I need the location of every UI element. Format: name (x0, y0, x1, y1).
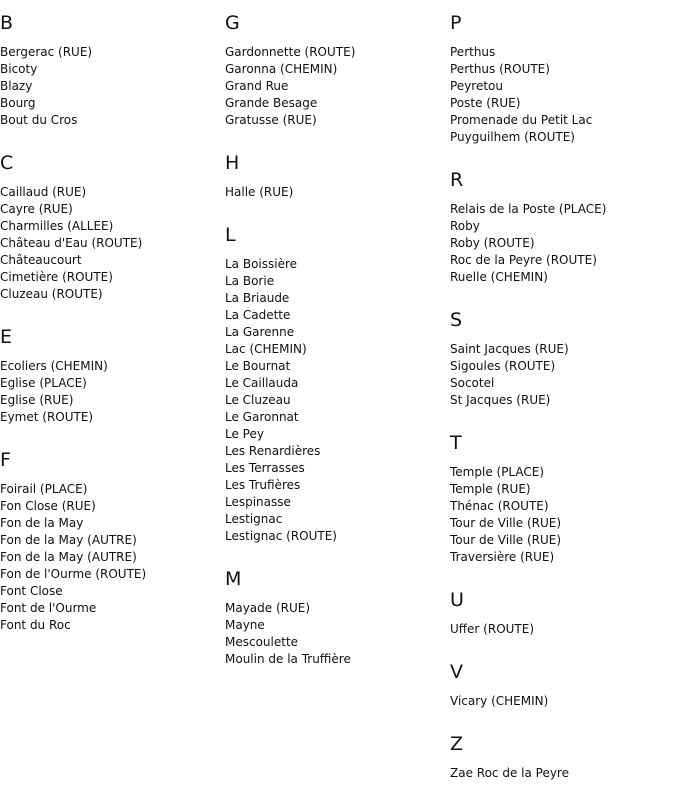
street-name: Le Cluzeau (225, 393, 291, 407)
street-name: La Garenne (225, 325, 295, 339)
street-name: Lestignac (ROUTE) (225, 529, 337, 543)
street-name: Le Caillauda (225, 376, 299, 390)
street-name: Bourg (0, 96, 36, 110)
letter-section (450, 734, 675, 782)
street-name: Traversière (RUE) (450, 550, 555, 564)
street-name: Garonna (CHEMIN) (225, 62, 338, 76)
street-name: Saint Jacques (RUE) (450, 342, 569, 356)
street-name: Les Renardières (225, 444, 321, 458)
section-letter-heading: H (225, 152, 240, 174)
letter-section (450, 170, 675, 286)
street-list (450, 44, 675, 146)
letter-section (225, 569, 450, 668)
street-name: La Borie (225, 274, 275, 288)
section-letter-heading: S (450, 309, 463, 331)
index-column (225, 0, 450, 668)
street-list (225, 600, 450, 668)
street-name: Zae Roc de la Peyre (450, 766, 569, 780)
section-letter-heading: B (0, 12, 14, 34)
street-name: Ecoliers (CHEMIN) (0, 359, 108, 373)
street-list (450, 341, 675, 409)
street-name: Le Garonnat (225, 410, 299, 424)
letter-section (0, 13, 225, 129)
street-list (450, 621, 675, 638)
letter-section (450, 13, 675, 146)
street-name: Tour de Ville (RUE) (450, 533, 562, 547)
street-name: Thénac (ROUTE) (450, 499, 549, 513)
street-name: Les Terrasses (225, 461, 305, 475)
street-list (0, 358, 225, 426)
street-name: La Cadette (225, 308, 291, 322)
street-name: Eglise (RUE) (0, 393, 74, 407)
street-name: Vicary (CHEMIN) (450, 694, 549, 708)
street-name: Sigoules (ROUTE) (450, 359, 556, 373)
street-list (225, 44, 450, 129)
street-name: Foirail (PLACE) (0, 482, 88, 496)
street-name: Socotel (450, 376, 495, 390)
section-letter-heading: U (450, 589, 464, 611)
street-list (450, 464, 675, 566)
street-name: Lac (CHEMIN) (225, 342, 307, 356)
street-name: Roc de la Peyre (ROUTE) (450, 253, 597, 267)
street-name: La Boissière (225, 257, 298, 271)
street-name: Grande Besage (225, 96, 318, 110)
street-name: Roby (450, 219, 480, 233)
street-name: Puyguilhem (ROUTE) (450, 130, 575, 144)
section-letter-heading: F (0, 449, 11, 471)
section-letter-heading: T (450, 432, 462, 454)
street-name: Peyretou (450, 79, 503, 93)
street-name: Fon de l'Ourme (ROUTE) (0, 567, 147, 581)
street-name: Tour de Ville (RUE) (450, 516, 562, 530)
street-name: Perthus (ROUTE) (450, 62, 550, 76)
letter-section (225, 225, 450, 545)
street-name: Font Close (0, 584, 63, 598)
section-letter-heading: Z (450, 733, 464, 755)
section-letter-heading: R (450, 169, 464, 191)
letter-section (450, 590, 675, 638)
street-name: Bout du Cros (0, 113, 78, 127)
letter-section (450, 310, 675, 409)
street-list (225, 256, 450, 545)
letter-section (450, 662, 675, 710)
street-name: Uffer (ROUTE) (450, 622, 535, 636)
street-name: Les Trufières (225, 478, 301, 492)
section-letter-heading: L (225, 224, 236, 246)
street-name: Fon de la May (0, 516, 84, 530)
street-name: Charmilles (ALLEE) (0, 219, 114, 233)
street-name: Lestignac (225, 512, 283, 526)
street-name: La Briaude (225, 291, 290, 305)
street-name: Halle (RUE) (225, 185, 294, 199)
street-name: Promenade du Petit Lac (450, 113, 593, 127)
street-list (450, 693, 675, 710)
street-name: Le Bournat (225, 359, 291, 373)
street-name: Le Pey (225, 427, 264, 441)
street-name: Bicoty (0, 62, 38, 76)
street-name: Moulin de la Truffière (225, 652, 351, 666)
street-name: Eglise (PLACE) (0, 376, 87, 390)
letter-section (0, 450, 225, 634)
section-letter-heading: G (225, 12, 240, 34)
street-name: Châteaucourt (0, 253, 82, 267)
letter-section (0, 153, 225, 303)
section-letter-heading: V (450, 661, 463, 683)
street-name: Relais de la Poste (PLACE) (450, 202, 607, 216)
section-letter-heading: C (0, 152, 14, 174)
street-name: Perthus (450, 45, 496, 59)
letter-section (225, 153, 450, 201)
street-list (450, 765, 675, 782)
street-name: Roby (ROUTE) (450, 236, 535, 250)
section-letter-heading: M (225, 568, 242, 590)
street-name: Temple (RUE) (450, 482, 531, 496)
street-name: Eymet (ROUTE) (0, 410, 94, 424)
street-name: Font du Roc (0, 618, 71, 632)
street-name: Caillaud (RUE) (0, 185, 87, 199)
street-name: Château d'Eau (ROUTE) (0, 236, 143, 250)
index-column (450, 0, 675, 782)
street-name: Ruelle (CHEMIN) (450, 270, 548, 284)
street-name: Gardonnette (ROUTE) (225, 45, 356, 59)
street-name: Cimetière (ROUTE) (0, 270, 113, 284)
street-name: Grand Rue (225, 79, 289, 93)
street-name: Gratusse (RUE) (225, 113, 317, 127)
street-name: Cluzeau (ROUTE) (0, 287, 103, 301)
street-name: Cayre (RUE) (0, 202, 73, 216)
street-list (450, 201, 675, 286)
street-name: Poste (RUE) (450, 96, 521, 110)
street-name: Blazy (0, 79, 33, 93)
street-name: Mescoulette (225, 635, 299, 649)
street-name: Temple (PLACE) (450, 465, 545, 479)
street-name: Bergerac (RUE) (0, 45, 93, 59)
letter-section (225, 13, 450, 129)
street-name: Fon de la May (AUTRE) (0, 550, 137, 564)
street-list (0, 44, 225, 129)
street-name: Mayne (225, 618, 265, 632)
street-list (225, 184, 450, 201)
street-list (0, 481, 225, 634)
street-name: Fon de la May (AUTRE) (0, 533, 137, 547)
street-name: Lespinasse (225, 495, 291, 509)
letter-section (0, 327, 225, 426)
street-name: Mayade (RUE) (225, 601, 311, 615)
street-list (0, 184, 225, 303)
index-column (0, 0, 225, 634)
letter-section (450, 433, 675, 566)
section-letter-heading: E (0, 326, 13, 348)
street-name: Font de l'Ourme (0, 601, 97, 615)
street-name: St Jacques (RUE) (450, 393, 551, 407)
section-letter-heading: P (450, 12, 462, 34)
street-name: Fon Close (RUE) (0, 499, 96, 513)
